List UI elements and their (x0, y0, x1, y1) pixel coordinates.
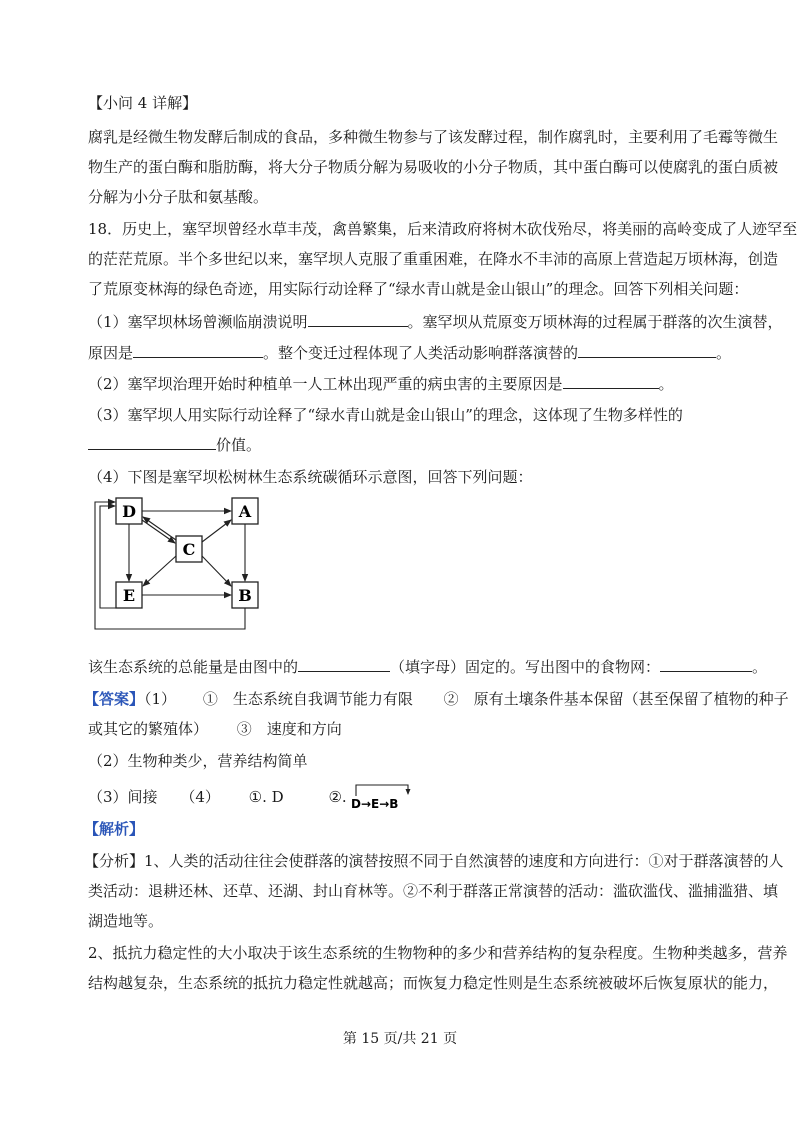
carbon-cycle-diagram (92, 490, 302, 639)
q18-part3-text: 价值。 (216, 436, 262, 454)
answer-line1 (84, 688, 789, 709)
analysis-line: 湖造地等。 (88, 912, 164, 930)
page-footer: 第 15 页/共 21 页 (342, 1031, 458, 1047)
section4-body-line: 物生产的蛋白酶和脂肪酶，将大分子物质分解为易吸收的小分子物质，其中蛋白酶可以使腐乳的蛋白质被 (88, 158, 779, 176)
node-label-e: E (122, 586, 136, 605)
q18-part1-text: 。整个变迁过程体现了人类活动影响群落演替的 (263, 344, 579, 362)
arrow-d-c (142, 520, 175, 543)
food-web-chain: D→E→B (351, 797, 399, 810)
arrow-c-b (202, 556, 231, 586)
answer-text: ①. D (248, 788, 284, 806)
q18-intro-line: 的茫茫荒原。半个多世纪以来，塞罕坝人克服了重重困难，在降水不丰沛的高原上营造起万顷林海，创造 (88, 250, 779, 268)
q18-part2-end: 。 (658, 375, 674, 393)
answer-blank (308, 311, 408, 327)
answer-label: 【答案】 (84, 690, 145, 708)
q18-part3-line2 (88, 434, 261, 455)
q18-part3-line1: （3）塞罕坝人用实际行动诠释了“绿水青山就是金山银山”的理念，这体现了生物多样性的 (88, 406, 683, 424)
answer-text: （3）间接 (88, 788, 158, 806)
food-web-loop-arrow (356, 785, 408, 796)
answer-text: 或其它的繁殖体） (88, 720, 209, 738)
arrow-c-a (202, 520, 231, 542)
node-label-a: A (238, 502, 252, 521)
food-web-svg (351, 782, 415, 810)
q18-part1-text: 原因是 (88, 344, 134, 362)
q18-part1-line1 (88, 311, 783, 332)
arrow-c-e (143, 556, 176, 586)
answer-text: ② 原有土壤条件基本保留（甚至保留了植物的种子 (443, 690, 789, 708)
arrow-c-d (143, 517, 176, 540)
answer-text: （4） (180, 788, 220, 806)
answer-text: ③ 速度和方向 (236, 720, 342, 738)
q18-part1-text: （1）塞罕坝林场曾濒临崩溃说明 (88, 313, 308, 331)
carbon-cycle-svg (92, 490, 302, 635)
q18-part2 (88, 373, 674, 394)
node-label-c: C (182, 540, 196, 559)
q18-part1-line2 (88, 342, 731, 363)
answer-blank (578, 342, 716, 358)
analysis-line: 结构越复杂，生态系统的抵抗力稳定性就越高；而恢复力稳定性则是生态系统被破坏后恢复原状的能力， (88, 974, 779, 992)
answer-blank (298, 656, 390, 672)
answer-blank (660, 656, 752, 672)
q18-part4-question (88, 656, 767, 677)
section4-header: 【小问 4 详解】 (88, 94, 198, 112)
answer-blank (88, 434, 216, 450)
arrow-e-d-loop (100, 506, 116, 608)
answer-text: （1） (144, 690, 177, 708)
section4-body-line: 腐乳是经微生物发酵后制成的食品，多种微生物参与了该发酵过程，制作腐乳时，主要利用了毛霉等微生 (88, 128, 779, 146)
answer-line2 (88, 718, 342, 739)
q18-intro-line: 18．历史上，塞罕坝曾经水草丰茂，禽兽繁集，后来清政府将树木砍伐殆尽，将美丽的高岭变成了人迹罕至 (88, 220, 798, 238)
q18-intro-line: 了荒原变林海的绿色奇迹，用实际行动诠释了“绿水青山就是金山银山”的理念。回答下列相关问题： (88, 280, 749, 298)
answer-line4 (88, 782, 415, 814)
answer-blank (563, 373, 659, 389)
answer-text: ① 生态系统自我调节能力有限 (202, 690, 413, 708)
q18-part4-prompt: （4）下图是塞罕坝松树林生态系统碳循环示意图，回答下列问题： (88, 468, 533, 486)
answer-line3: （2）生物种类少，营养结构简单 (88, 752, 308, 770)
node-label-d: D (122, 502, 136, 521)
analysis-label: 【解析】 (84, 820, 145, 838)
q18-part4-end: 。 (752, 658, 768, 676)
section4-body-line: 分解为小分子肽和氨基酸。 (88, 188, 269, 206)
q18-part1-end: 。 (716, 344, 732, 362)
answer-blank (133, 342, 263, 358)
analysis-line: 2、抵抗力稳定性的大小取决于该生态系统的生物物种的多少和营养结构的复杂程度。生物种类越多，营养 (88, 944, 788, 962)
node-label-b: B (238, 586, 252, 605)
q18-part1-text: 。塞罕坝从荒原变万顷林海的过程属于群落的次生演替， (407, 313, 783, 331)
food-web-figure (351, 782, 415, 814)
analysis-line: 【分析】1、人类的活动往往会使群落的演替按照不同于自然演替的速度和方向进行：①对于群落演替的人 (84, 852, 784, 870)
answer-text: ②. (328, 788, 347, 806)
q18-part4-text: （填字母）固定的。写出图中的食物网： (390, 658, 661, 676)
analysis-line: 类活动：退耕还林、还草、还湖、封山育林等。②不利于群落正常演替的活动：滥砍滥伐、滥捕滥猎、填 (88, 882, 779, 900)
q18-part2-text: （2）塞罕坝治理开始时种植单一人工林出现严重的病虫害的主要原因是 (88, 375, 563, 393)
q18-part4-text: 该生态系统的总能量是由图中的 (88, 658, 299, 676)
